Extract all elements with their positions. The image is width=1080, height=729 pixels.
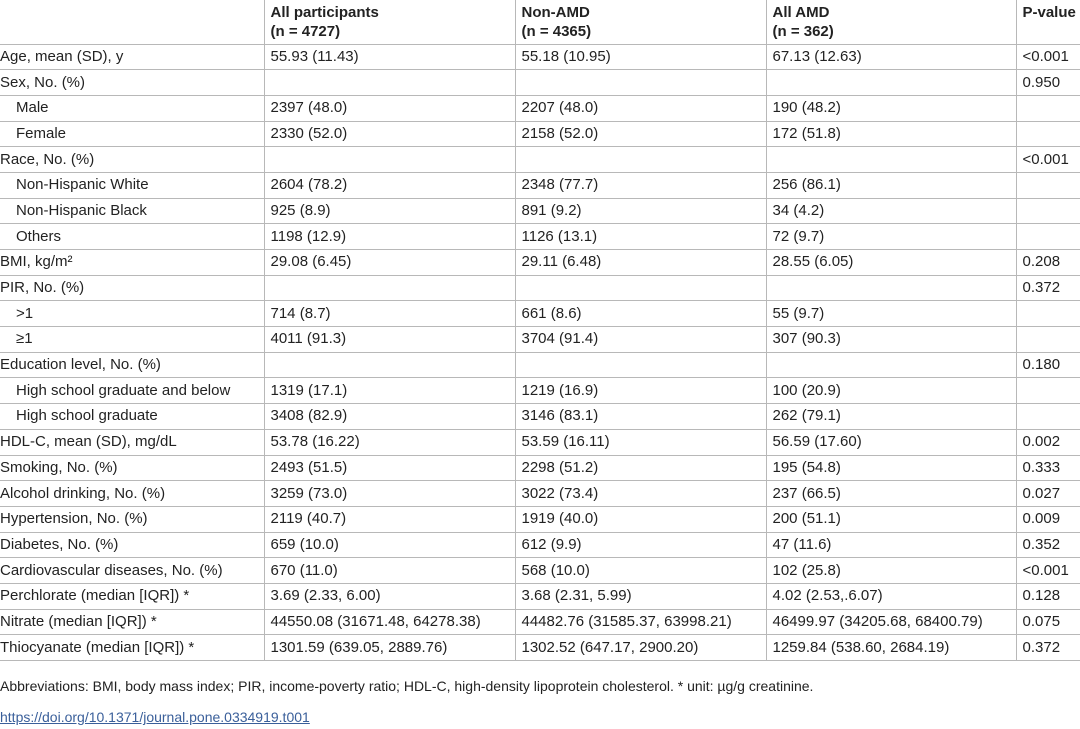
cell-p-value: 0.333: [1016, 455, 1080, 481]
row-label: Race, No. (%): [0, 147, 264, 173]
cell-non-amd: 3022 (73.4): [515, 481, 766, 507]
cell-p-value: 0.372: [1016, 275, 1080, 301]
header-all-participants: [264, 0, 515, 44]
table-row: [0, 429, 1080, 455]
cell-all-amd: [766, 352, 1016, 378]
header-all-participants-n: (n = 4727): [270, 23, 341, 40]
cell-all-amd: 34 (4.2): [766, 198, 1016, 224]
cell-non-amd: 1126 (13.1): [515, 224, 766, 250]
cell-all-participants: 2330 (52.0): [264, 121, 515, 147]
cell-non-amd: 55.18 (10.95): [515, 44, 766, 70]
table-row: [0, 301, 1080, 327]
cell-non-amd: 1302.52 (647.17, 2900.20): [515, 635, 766, 661]
table-row: [0, 95, 1080, 121]
cell-p-value: [1016, 378, 1080, 404]
cell-all-participants: 3408 (82.9): [264, 404, 515, 430]
cell-all-participants: 3.69 (2.33, 6.00): [264, 583, 515, 609]
cell-all-amd: 307 (90.3): [766, 327, 1016, 353]
table-row: [0, 198, 1080, 224]
cell-non-amd: 612 (9.9): [515, 532, 766, 558]
row-label: Male: [0, 95, 264, 121]
cell-p-value: 0.950: [1016, 70, 1080, 96]
cell-p-value: [1016, 404, 1080, 430]
cell-all-amd: 47 (11.6): [766, 532, 1016, 558]
table-row: [0, 506, 1080, 532]
cell-all-participants: [264, 147, 515, 173]
cell-all-amd: [766, 147, 1016, 173]
cell-all-participants: 2119 (40.7): [264, 506, 515, 532]
cell-all-participants: 1319 (17.1): [264, 378, 515, 404]
cell-non-amd: 2207 (48.0): [515, 95, 766, 121]
row-label: Thiocyanate (median [IQR]) *: [0, 635, 264, 661]
table-row: [0, 250, 1080, 276]
cell-non-amd: 2348 (77.7): [515, 172, 766, 198]
cell-all-participants: 29.08 (6.45): [264, 250, 515, 276]
cell-p-value: 0.180: [1016, 352, 1080, 378]
cell-all-participants: 1198 (12.9): [264, 224, 515, 250]
row-label: >1: [0, 301, 264, 327]
row-label: Perchlorate (median [IQR]) *: [0, 583, 264, 609]
row-label: Others: [0, 224, 264, 250]
cell-all-amd: 55 (9.7): [766, 301, 1016, 327]
row-label: Education level, No. (%): [0, 352, 264, 378]
cell-all-amd: [766, 275, 1016, 301]
cell-non-amd: 3.68 (2.31, 5.99): [515, 583, 766, 609]
header-characteristic: [0, 0, 264, 44]
cell-all-participants: 53.78 (16.22): [264, 429, 515, 455]
table-row: [0, 532, 1080, 558]
table-body: [0, 44, 1080, 661]
table-row: [0, 275, 1080, 301]
row-label: Cardiovascular diseases, No. (%): [0, 558, 264, 584]
header-non-amd-title: Non-AMD: [521, 4, 590, 21]
table-row: [0, 378, 1080, 404]
cell-p-value: 0.352: [1016, 532, 1080, 558]
cell-all-amd: [766, 70, 1016, 96]
cell-p-value: [1016, 198, 1080, 224]
cell-all-amd: 190 (48.2): [766, 95, 1016, 121]
cell-non-amd: [515, 275, 766, 301]
cell-p-value: <0.001: [1016, 44, 1080, 70]
cell-all-amd: 262 (79.1): [766, 404, 1016, 430]
cell-all-amd: 102 (25.8): [766, 558, 1016, 584]
cell-all-participants: [264, 275, 515, 301]
cell-all-participants: 55.93 (11.43): [264, 44, 515, 70]
table-row: [0, 224, 1080, 250]
header-all-amd-title: All AMD: [772, 4, 830, 21]
cell-all-participants: 3259 (73.0): [264, 481, 515, 507]
table-row: [0, 172, 1080, 198]
header-all-amd: [766, 0, 1016, 44]
cell-all-amd: 56.59 (17.60): [766, 429, 1016, 455]
cell-all-amd: 195 (54.8): [766, 455, 1016, 481]
table-row: [0, 558, 1080, 584]
cell-all-amd: 1259.84 (538.60, 2684.19): [766, 635, 1016, 661]
header-row: [0, 0, 1080, 44]
cell-non-amd: 1219 (16.9): [515, 378, 766, 404]
table-row: [0, 352, 1080, 378]
cell-all-amd: 28.55 (6.05): [766, 250, 1016, 276]
cell-all-participants: 44550.08 (31671.48, 64278.38): [264, 609, 515, 635]
table-row: [0, 147, 1080, 173]
table-footnote: Abbreviations: BMI, body mass index; PIR, income-poverty ratio; HDL-C, high-density lipoprotein cholesterol. * unit: µg/g creatinine.: [0, 678, 814, 694]
cell-all-amd: 46499.97 (34205.68, 68400.79): [766, 609, 1016, 635]
cell-all-amd: 100 (20.9): [766, 378, 1016, 404]
cell-p-value: [1016, 121, 1080, 147]
cell-non-amd: 1919 (40.0): [515, 506, 766, 532]
table-row: [0, 70, 1080, 96]
row-label: Sex, No. (%): [0, 70, 264, 96]
cell-p-value: <0.001: [1016, 558, 1080, 584]
row-label: PIR, No. (%): [0, 275, 264, 301]
cell-all-amd: 256 (86.1): [766, 172, 1016, 198]
cell-all-amd: 200 (51.1): [766, 506, 1016, 532]
cell-non-amd: 568 (10.0): [515, 558, 766, 584]
cell-non-amd: 3704 (91.4): [515, 327, 766, 353]
table-row: [0, 121, 1080, 147]
table-row: [0, 635, 1080, 661]
header-all-participants-title: All participants: [270, 4, 379, 21]
cell-p-value: [1016, 224, 1080, 250]
cell-non-amd: 53.59 (16.11): [515, 429, 766, 455]
row-label: Diabetes, No. (%): [0, 532, 264, 558]
header-non-amd: [515, 0, 766, 44]
row-label: Nitrate (median [IQR]) *: [0, 609, 264, 635]
cell-non-amd: 44482.76 (31585.37, 63998.21): [515, 609, 766, 635]
cell-all-participants: 2493 (51.5): [264, 455, 515, 481]
cell-p-value: 0.128: [1016, 583, 1080, 609]
row-label: High school graduate: [0, 404, 264, 430]
cell-all-participants: [264, 70, 515, 96]
cell-non-amd: [515, 352, 766, 378]
row-label: Hypertension, No. (%): [0, 506, 264, 532]
cell-all-participants: 659 (10.0): [264, 532, 515, 558]
row-label: Non-Hispanic Black: [0, 198, 264, 224]
cell-all-amd: 67.13 (12.63): [766, 44, 1016, 70]
header-all-amd-n: (n = 362): [772, 23, 834, 40]
cell-all-participants: 670 (11.0): [264, 558, 515, 584]
cell-all-amd: 237 (66.5): [766, 481, 1016, 507]
header-non-amd-n: (n = 4365): [521, 23, 592, 40]
row-label: Female: [0, 121, 264, 147]
cell-p-value: 0.002: [1016, 429, 1080, 455]
cell-p-value: [1016, 95, 1080, 121]
cell-non-amd: 891 (9.2): [515, 198, 766, 224]
row-label: Smoking, No. (%): [0, 455, 264, 481]
cell-all-participants: 1301.59 (639.05, 2889.76): [264, 635, 515, 661]
cell-p-value: <0.001: [1016, 147, 1080, 173]
table-row: [0, 404, 1080, 430]
cell-all-participants: 4011 (91.3): [264, 327, 515, 353]
cell-p-value: 0.372: [1016, 635, 1080, 661]
cell-p-value: 0.208: [1016, 250, 1080, 276]
cell-non-amd: 2298 (51.2): [515, 455, 766, 481]
row-label: ≥1: [0, 327, 264, 353]
cell-all-participants: 2397 (48.0): [264, 95, 515, 121]
doi-link[interactable]: https://doi.org/10.1371/journal.pone.0334919.t001: [0, 709, 310, 725]
cell-p-value: [1016, 301, 1080, 327]
table-row: [0, 583, 1080, 609]
cell-p-value: 0.075: [1016, 609, 1080, 635]
table-row: [0, 481, 1080, 507]
cell-p-value: [1016, 172, 1080, 198]
cell-all-participants: 925 (8.9): [264, 198, 515, 224]
cell-all-participants: 2604 (78.2): [264, 172, 515, 198]
cell-all-participants: 714 (8.7): [264, 301, 515, 327]
row-label: HDL-C, mean (SD), mg/dL: [0, 429, 264, 455]
row-label: Alcohol drinking, No. (%): [0, 481, 264, 507]
cell-all-amd: 4.02 (2.53,.6.07): [766, 583, 1016, 609]
cell-non-amd: 2158 (52.0): [515, 121, 766, 147]
cell-p-value: [1016, 327, 1080, 353]
header-p-value: P-value: [1016, 0, 1080, 44]
row-label: Age, mean (SD), y: [0, 44, 264, 70]
cell-all-participants: [264, 352, 515, 378]
cell-p-value: 0.027: [1016, 481, 1080, 507]
row-label: BMI, kg/m²: [0, 250, 264, 276]
table-header: [0, 0, 1080, 44]
cell-p-value: 0.009: [1016, 506, 1080, 532]
table-row: [0, 455, 1080, 481]
cell-all-amd: 72 (9.7): [766, 224, 1016, 250]
table-row: [0, 609, 1080, 635]
cell-non-amd: 3146 (83.1): [515, 404, 766, 430]
table-row: [0, 327, 1080, 353]
row-label: Non-Hispanic White: [0, 172, 264, 198]
cell-non-amd: [515, 70, 766, 96]
cell-non-amd: 661 (8.6): [515, 301, 766, 327]
table-row: [0, 44, 1080, 70]
cell-non-amd: 29.11 (6.48): [515, 250, 766, 276]
row-label: High school graduate and below: [0, 378, 264, 404]
cell-all-amd: 172 (51.8): [766, 121, 1016, 147]
cell-non-amd: [515, 147, 766, 173]
